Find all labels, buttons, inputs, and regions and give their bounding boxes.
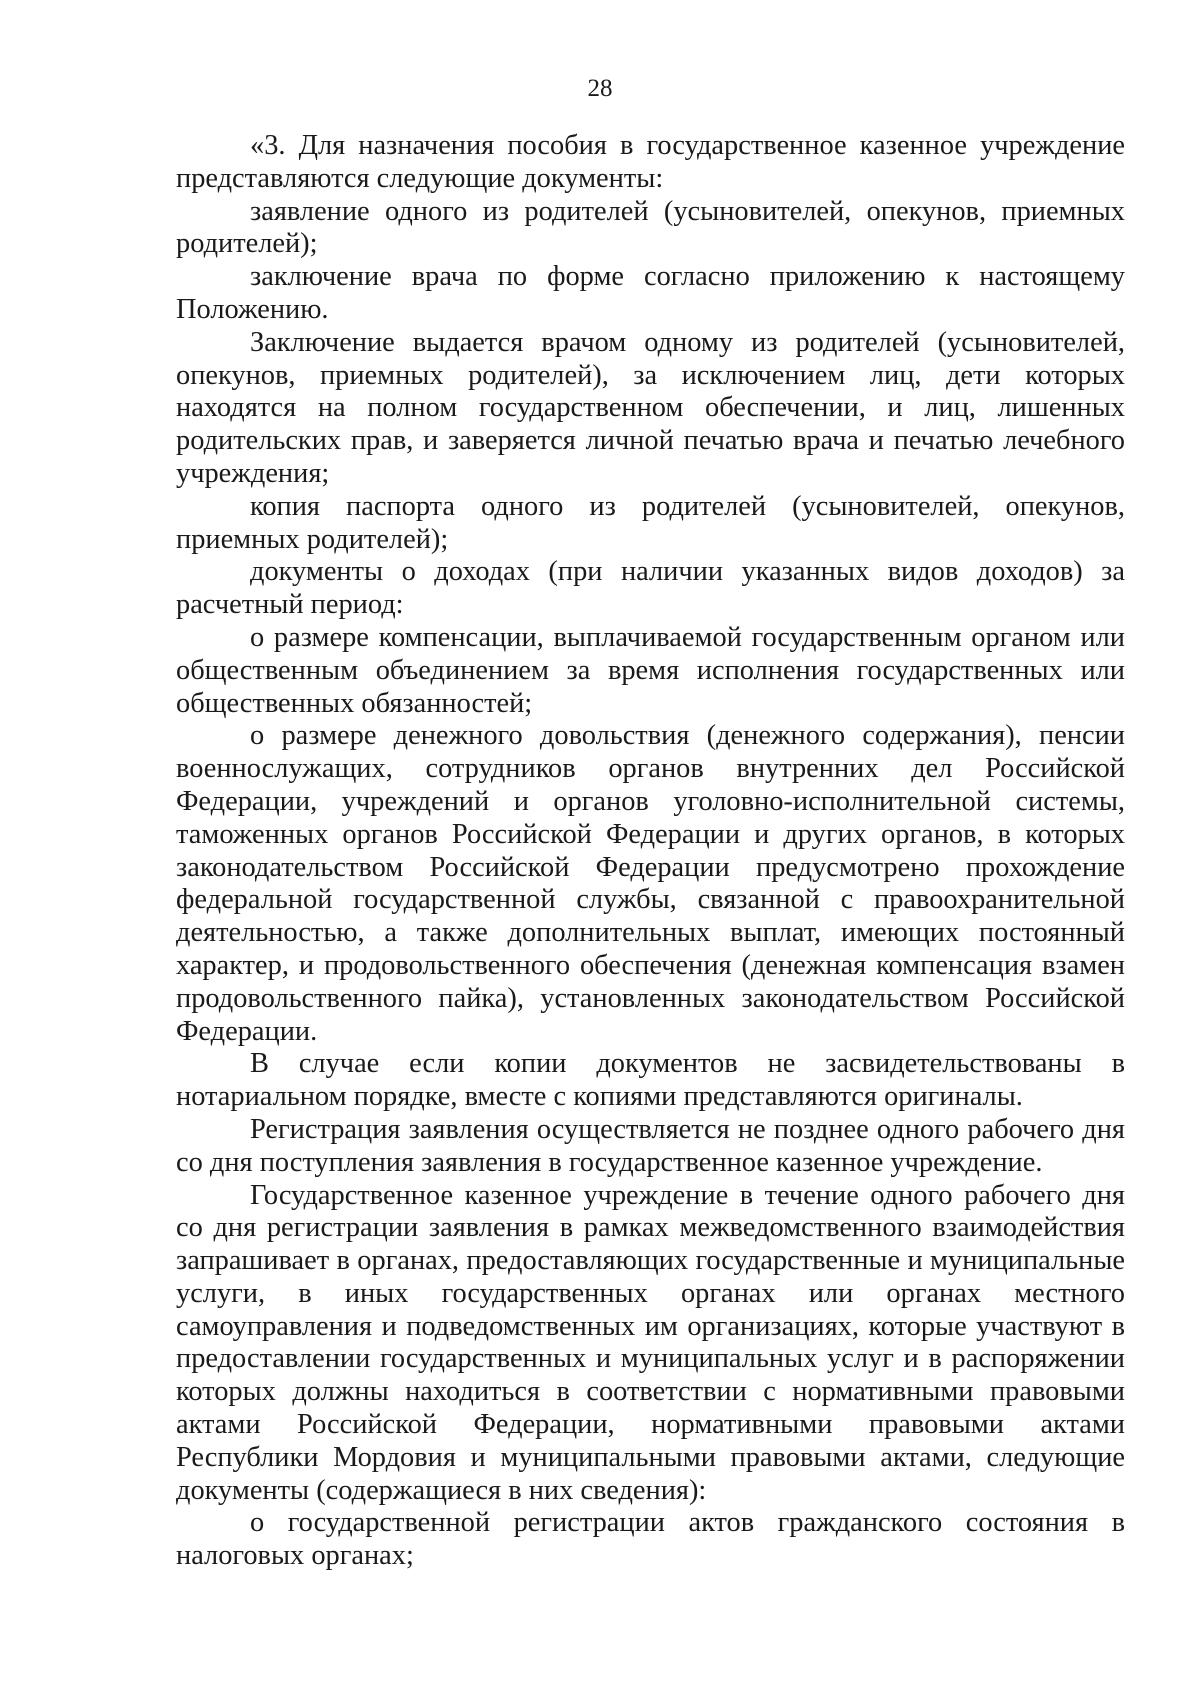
paragraph-intro: «3. Для назначения пособия в государственное казенное учреждение представляются следующие документы: <box>176 130 1125 194</box>
paragraph-passport-copy: копия паспорта одного из родителей (усыновителей, опекунов, приемных родителей); <box>176 490 1125 555</box>
document-body <box>176 130 1125 1573</box>
paragraph-registration: Регистрация заявления осуществляется не позднее одного рабочего дня со дня поступления заявления в государственное казенное учреждение. <box>176 1113 1125 1178</box>
page-number: 28 <box>587 75 613 102</box>
paragraph-civil-registration: о государственной регистрации актов гражданского состояния в налоговых органах; <box>176 1507 1125 1572</box>
paragraph-notarization: В случае если копии документов не засвидетельствованы в нотариальном порядке, вместе с копиями представляются оригиналы. <box>176 1048 1125 1113</box>
paragraph-income-documents: документы о доходах (при наличии указанных видов доходов) за расчетный период: <box>176 556 1125 621</box>
paragraph-conclusion-issuance: Заключение выдается врачом одному из родителей (усыновителей, опекунов, приемных родителей), за исключением лиц, дети которых находятся на полном государственном обеспечении, и лиц, лишенных родительских прав, и заверяется личной печатью врача и печатью лечебного учреждения; <box>176 326 1125 489</box>
paragraph-application: заявление одного из родителей (усыновителей, опекунов, приемных родителей); <box>176 195 1125 260</box>
paragraph-interagency-request: Государственное казенное учреждение в течение одного рабочего дня со дня регистрации заявления в рамках межведомственного взаимодействия запрашивает в органах, предоставляющих государственные и муниципальные услуги, в иных государственных органах или органах местного самоуправления и подведомственных им организациях, которые участвуют в предоставлении государственных и муниципальных услуг и в распоряжении которых должны находиться в соответствии с нормативными правовыми актами Российской Федерации, нормативными правовыми актами Республики Мордовия и муниципальными правовыми актами, следующие документы (содержащиеся в них сведения): <box>176 1179 1125 1506</box>
paragraph-doctor-conclusion: заключение врача по форме согласно приложению к настоящему Положению. <box>176 261 1125 325</box>
paragraph-allowance: о размере денежного довольствия (денежного содержания), пенсии военнослужащих, сотрудников органов внутренних дел Российской Федерации, учреждений и органов уголовно-исполнительной системы, таможенных органов Российской Федерации и других органов, в которых законодательством Российской Федерации предусмотрено прохождение федеральной государственной службы, связанной с правоохранительной деятельностью, а также дополнительных выплат, имеющих постоянный характер, и продовольственного обеспечения (денежная компенсация взамен продовольственного пайка), установленных законодательством Российской Федерации. <box>176 720 1125 1047</box>
paragraph-compensation: о размере компенсации, выплачиваемой государственным органом или общественным объединением за время исполнения государственных или общественных обязанностей; <box>176 621 1125 719</box>
